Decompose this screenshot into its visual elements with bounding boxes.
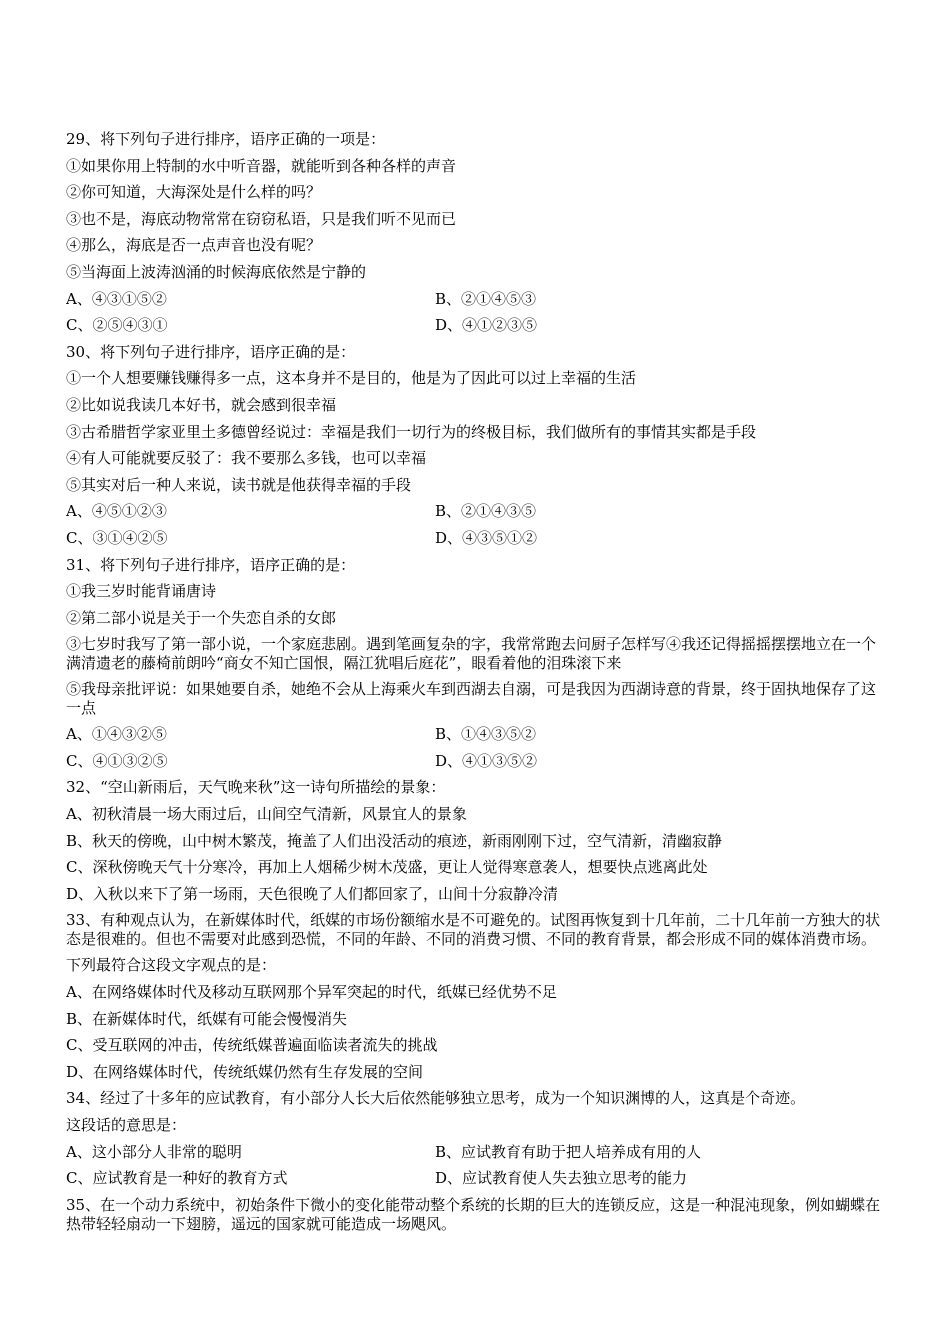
question-30-stem: 30、将下列句子进行排序，语序正确的是：	[66, 342, 356, 361]
q30-option-b: B、②①④③⑤	[435, 502, 537, 521]
q30-option-a: A、④⑤①②③	[66, 502, 167, 521]
q29-sentence-4: ④那么，海底是否一点声音也没有呢？	[66, 236, 322, 255]
question-29-stem: 29、将下列句子进行排序，语序正确的一项是：	[66, 130, 386, 148]
q33-option-b: B、在新媒体时代，纸媒有可能会慢慢消失	[66, 1009, 348, 1028]
q31-sentence-1: ①我三岁时能背诵唐诗	[66, 582, 217, 601]
q31-sentence-2: ②第二部小说是关于一个失恋自杀的女郎	[66, 608, 337, 627]
q30-sentence-5: ⑤其实对后一种人来说，读书就是他获得幸福的手段	[66, 475, 412, 494]
q34-options-row-2	[66, 1165, 886, 1192]
question-33-stem: 33、有种观点认为，在新媒体时代，纸媒的市场份额缩水是不可避免的。试图再恢复到十几年前，二十几年前一方独大的状态是很难的。但也不需要对此感到恐慌，不同的年龄、不同的消费习惯、不同的教育背景，都会形成不同的媒体消费市场。	[66, 911, 881, 949]
q30-sentence-4: ④有人可能就要反驳了：我不要那么多钱，也可以幸福	[66, 449, 427, 468]
q34-option-c: C、应试教育是一种好的教育方式	[66, 1169, 288, 1188]
q29-option-d: D、④①②③⑤	[435, 316, 538, 335]
q31-option-d: D、④①③⑤②	[435, 751, 538, 770]
q29-sentence-1: ①如果你用上特制的水中听音器，就能听到各种各样的声音	[66, 156, 457, 175]
q34-options-row-1	[66, 1139, 886, 1166]
q33-option-d: D、在网络媒体时代，传统纸媒仍然有生存发展的空间	[66, 1062, 424, 1081]
q30-option-c: C、③①④②⑤	[66, 528, 168, 547]
q31-sentence-3-4: ③七岁时我写了第一部小说，一个家庭悲剧。遇到笔画复杂的字，我常常跑去问厨子怎样写④我还记得摇摇摆摆地立在一个满清遗老的藤椅前朗吟“商女不知亡国恨，隔江犹唱后庭花”，眼看着他的泪珠滚下来	[66, 635, 877, 673]
question-35-stem: 35、在一个动力系统中，初始条件下微小的变化能带动整个系统的长期的巨大的连锁反应，这是一种混沌现象，例如蝴蝶在热带轻轻扇动一下翅膀，遥远的国家就可能造成一场飓风。	[66, 1195, 881, 1233]
q30-options-row-2	[66, 525, 886, 552]
q31-option-b: B、①④③⑤②	[435, 725, 537, 744]
q32-option-d: D、入秋以来下了第一场雨，天色很晚了人们都回家了，山间十分寂静冷清	[66, 884, 559, 903]
q30-option-d: D、④③⑤①②	[435, 528, 538, 547]
q32-option-b: B、秋天的傍晚，山中树木繁茂，掩盖了人们出没活动的痕迹，新雨刚刚下过，空气清新，清幽寂静	[66, 831, 723, 850]
q33-option-c: C、受互联网的冲击，传统纸媒普遍面临读者流失的挑战	[66, 1036, 438, 1055]
q32-option-a: A、初秋清晨一场大雨过后，山间空气清新，风景宜人的景象	[66, 805, 467, 824]
q34-option-a: A、这小部分人非常的聪明	[66, 1142, 242, 1161]
q32-option-c: C、深秋傍晚天气十分寒冷，再加上人烟稀少树木茂盛，更让人觉得寒意袭人，想要快点逃离此处	[66, 858, 708, 877]
q29-options-row-1	[66, 286, 886, 313]
q29-sentence-2: ②你可知道，大海深处是什么样的吗？	[66, 183, 322, 202]
q29-option-c: C、②⑤④③①	[66, 316, 168, 335]
q34-prompt: 这段话的意思是：	[66, 1116, 187, 1134]
q31-option-a: A、①④③②⑤	[66, 725, 167, 744]
q31-options-row-1	[66, 721, 886, 748]
exam-page	[66, 126, 886, 1237]
q30-sentence-1: ①一个人想要赚钱赚得多一点，这本身并不是目的，他是为了因此可以过上幸福的生活	[66, 369, 637, 388]
q29-sentence-5: ⑤当海面上波涛汹涌的时候海底依然是宁静的	[66, 262, 367, 281]
q29-option-b: B、②①④⑤③	[435, 289, 537, 308]
q33-prompt: 下列最符合这段文字观点的是：	[66, 956, 277, 975]
q34-option-b: B、应试教育有助于把人培养成有用的人	[435, 1142, 702, 1161]
q29-options-row-2	[66, 312, 886, 339]
question-34-stem: 34、经过了十多年的应试教育，有小部分人长大后依然能够独立思考，成为一个知识渊博的人，这真是个奇迹。	[66, 1089, 806, 1108]
q31-options-row-2	[66, 748, 886, 775]
q33-option-a: A、在网络媒体时代及移动互联网那个异军突起的时代，纸媒已经优势不足	[66, 983, 557, 1002]
q30-sentence-2: ②比如说我读几本好书，就会感到很幸福	[66, 395, 337, 414]
q29-sentence-3: ③也不是，海底动物常常在窃窃私语，只是我们听不见而已	[66, 209, 457, 228]
question-32-stem: 32、“空山新雨后，天气晚来秋”这一诗句所描绘的景象：	[66, 778, 446, 797]
q29-option-a: A、④③①⑤②	[66, 289, 167, 308]
q34-option-d: D、应试教育使人失去独立思考的能力	[435, 1169, 688, 1188]
q31-option-c: C、④①③②⑤	[66, 751, 168, 770]
q30-sentence-3: ③古希腊哲学家亚里土多德曾经说过：幸福是我们一切行为的终极目标，我们做所有的事情其实都是手段	[66, 422, 757, 441]
q30-options-row-1	[66, 498, 886, 525]
question-31-stem: 31、将下列句子进行排序，语序正确的是：	[66, 555, 356, 574]
q31-sentence-5: ⑤我母亲批评说：如果她要自杀，她绝不会从上海乘火车到西湖去自溺，可是我因为西湖诗意的背景，终于固执地保存了这一点	[66, 680, 877, 718]
